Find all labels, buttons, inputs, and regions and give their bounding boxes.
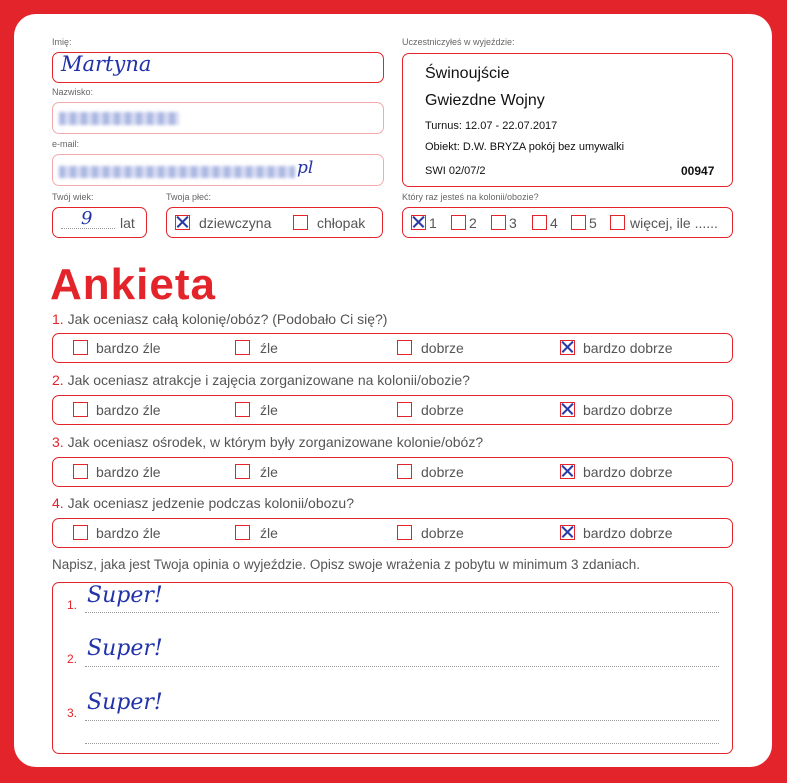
q2-dobrze-checkbox[interactable] <box>397 402 412 417</box>
times-field <box>402 207 733 238</box>
q3-option-label: źle <box>260 464 278 480</box>
surname-redacted <box>59 112 179 125</box>
q3-option-label: bardzo źle <box>96 464 161 480</box>
opinion-line-3-text: Super! <box>87 690 163 715</box>
name-label: Imię: <box>52 37 72 47</box>
question-1-text: 1. Jak oceniasz całą kolonię/obóz? (Podobało Ci się?) <box>52 311 388 327</box>
q1-option-label: bardzo źle <box>96 340 161 356</box>
question-4-options <box>52 518 733 548</box>
question-4-text: 4. Jak oceniasz jedzenie podczas kolonii/obozu? <box>52 495 354 511</box>
q4-option-label: bardzo dobrze <box>583 525 673 541</box>
age-value: 9 <box>81 208 93 229</box>
times-label: Który raz jesteś na kolonii/obozie? <box>402 192 539 202</box>
opinion-box[interactable] <box>52 582 733 754</box>
name-value: Martyna <box>61 52 152 76</box>
opinion-line-1-text: Super! <box>87 583 163 608</box>
gender-boy-checkbox[interactable] <box>293 215 308 230</box>
question-3-options <box>52 457 733 487</box>
surname-label: Nazwisko: <box>52 87 94 97</box>
q1-dobrze-checkbox[interactable] <box>397 340 412 355</box>
times-3-label: 3 <box>509 215 517 231</box>
times-2-label: 2 <box>469 215 477 231</box>
q2-option-label: bardzo źle <box>96 402 161 418</box>
question-3-text: 3. Jak oceniasz ośrodek, w którym były zorganizowane kolonie/obóz? <box>52 434 484 450</box>
email-suffix: pl <box>297 158 314 178</box>
q4-option-label: bardzo źle <box>96 525 161 541</box>
question-2-options <box>52 395 733 425</box>
age-unit: lat <box>120 215 135 231</box>
q2-bardzo-dobrze-checkbox[interactable] <box>560 402 575 417</box>
q4-zle-checkbox[interactable] <box>235 525 250 540</box>
gender-boy-label: chłopak <box>317 215 366 231</box>
survey-title: Ankieta <box>50 260 216 309</box>
age-label: Twój wiek: <box>52 192 94 202</box>
times-more-label: więcej, ile ...... <box>630 215 718 231</box>
q3-bardzo-zle-checkbox[interactable] <box>73 464 88 479</box>
q1-bardzo-zle-checkbox[interactable] <box>73 340 88 355</box>
q3-dobrze-checkbox[interactable] <box>397 464 412 479</box>
q2-zle-checkbox[interactable] <box>235 402 250 417</box>
gender-field <box>166 207 383 238</box>
times-3-checkbox[interactable] <box>491 215 506 230</box>
q1-option-label: źle <box>260 340 278 356</box>
q3-bardzo-dobrze-checkbox[interactable] <box>560 464 575 479</box>
times-1-checkbox[interactable] <box>411 215 426 230</box>
surname-field[interactable] <box>52 102 384 134</box>
times-4-label: 4 <box>550 215 558 231</box>
times-2-checkbox[interactable] <box>451 215 466 230</box>
q2-bardzo-zle-checkbox[interactable] <box>73 402 88 417</box>
q4-dobrze-checkbox[interactable] <box>397 525 412 540</box>
gender-girl-label: dziewczyna <box>199 215 272 231</box>
q1-bardzo-dobrze-checkbox[interactable] <box>560 340 575 355</box>
gender-label: Twoja płeć: <box>166 192 212 202</box>
q3-option-label: bardzo dobrze <box>583 464 673 480</box>
trip-turnus: Turnus: 12.07 - 22.07.2017 <box>425 120 558 132</box>
q4-option-label: źle <box>260 525 278 541</box>
name-field[interactable] <box>52 52 384 83</box>
times-5-checkbox[interactable] <box>571 215 586 230</box>
gender-girl-checkbox[interactable] <box>175 215 190 230</box>
question-1-options <box>52 333 733 363</box>
q2-option-label: źle <box>260 402 278 418</box>
q1-option-label: dobrze <box>421 340 464 356</box>
trip-program: Gwiezdne Wojny <box>425 92 545 109</box>
opinion-line-1-number: 1. <box>67 598 78 612</box>
survey-sheet <box>14 14 772 767</box>
q1-option-label: bardzo dobrze <box>583 340 673 356</box>
q3-option-label: dobrze <box>421 464 464 480</box>
times-4-checkbox[interactable] <box>532 215 547 230</box>
trip-info-box <box>402 53 733 187</box>
opinion-line-3-number: 3. <box>67 706 78 720</box>
q4-bardzo-dobrze-checkbox[interactable] <box>560 525 575 540</box>
opinion-line-2-number: 2. <box>67 652 78 666</box>
trip-code: SWI 02/07/2 <box>425 165 486 177</box>
q2-option-label: bardzo dobrze <box>583 402 673 418</box>
times-more-checkbox[interactable] <box>610 215 625 230</box>
times-5-label: 5 <box>589 215 597 231</box>
trip-label: Uczestniczyłeś w wyjeździe: <box>402 37 515 47</box>
q2-option-label: dobrze <box>421 402 464 418</box>
trip-object: Obiekt: D.W. BRYZA pokój bez umywalki <box>425 141 625 153</box>
opinion-prompt: Napisz, jaka jest Twoja opinia o wyjeździe. Opisz swoje wrażenia z pobytu w minimum 3 zdaniach. <box>52 557 641 572</box>
age-field[interactable] <box>52 207 147 238</box>
q1-zle-checkbox[interactable] <box>235 340 250 355</box>
trip-city: Świnoujście <box>425 65 510 82</box>
times-1-label: 1 <box>429 215 437 231</box>
q4-option-label: dobrze <box>421 525 464 541</box>
opinion-line-2-text: Super! <box>87 636 163 661</box>
email-label: e-mail: <box>52 139 80 149</box>
question-2-text: 2. Jak oceniasz atrakcje i zajęcia zorganizowane na kolonii/obozie? <box>52 372 470 388</box>
trip-number: 00947 <box>681 164 715 178</box>
q3-zle-checkbox[interactable] <box>235 464 250 479</box>
q4-bardzo-zle-checkbox[interactable] <box>73 525 88 540</box>
email-redacted <box>59 166 295 178</box>
email-field[interactable] <box>52 154 384 186</box>
